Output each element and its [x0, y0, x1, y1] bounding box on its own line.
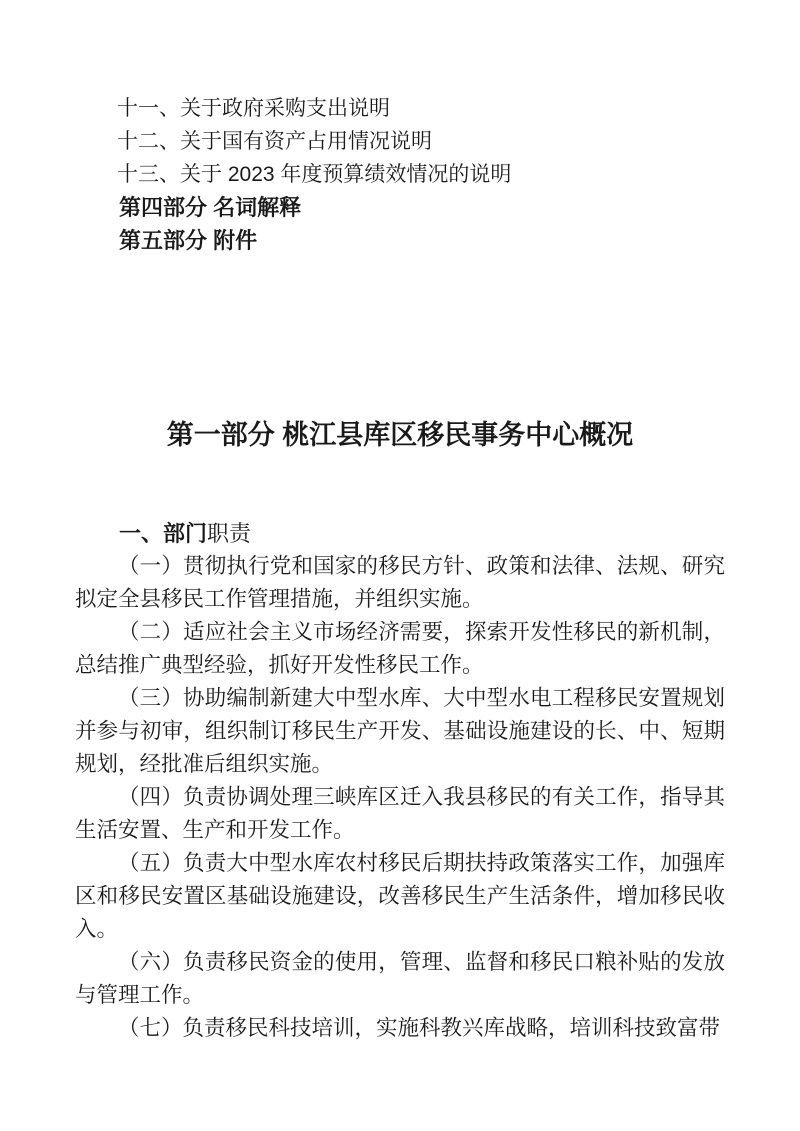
- toc-item: 十二、关于国有资产占用情况说明: [117, 130, 432, 153]
- duties-heading-regular: 职责: [207, 521, 252, 546]
- duty-paragraph: （二）适应社会主义市场经济需要，探索开发性移民的新机制，总结推广典型经验，抓好开发性移民工作。: [75, 620, 725, 677]
- duty-paragraph: （四）负责协调处理三峡库区迁入我县移民的有关工作，指导其生活安置、生产和开发工作。: [75, 785, 725, 842]
- toc-item: 十三、关于 2023 年度预算绩效情况的说明: [117, 163, 512, 186]
- part-title: 第一部分 桃江县库区移民事务中心概况: [166, 420, 634, 450]
- duties-heading: [75, 517, 725, 550]
- duty-paragraph: （三）协助编制新建大中型水库、大中型水电工程移民安置规划并参与初审，组织制订移民生产开发、基础设施建设的长、中、短期规划，经批准后组织实施。: [75, 686, 725, 776]
- toc-item: 十一、关于政府采购支出说明: [117, 97, 390, 120]
- duty-paragraph: （七）负责移民科技培训，实施科教兴库战略，培训科技致富带: [118, 1016, 721, 1040]
- duty-paragraph: （一）贯彻执行党和国家的移民方针、政策和法律、法规、研究拟定全县移民工作管理措施，并组织实施。: [75, 554, 725, 611]
- duty-paragraph: （五）负责大中型水库农村移民后期扶持政策落实工作，加强库区和移民安置区基础设施建设，改善移民生产生活条件，增加移民收入。: [75, 851, 725, 941]
- toc-item-part5: 第五部分 附件: [119, 228, 258, 253]
- duty-paragraph: （六）负责移民资金的使用，管理、监督和移民口粮补贴的发放与管理工作。: [75, 950, 725, 1007]
- duties-heading-bold: 一、部门: [119, 521, 208, 546]
- toc-item-part4: 第四部分 名词解释: [119, 195, 302, 220]
- table-of-contents: [75, 92, 725, 257]
